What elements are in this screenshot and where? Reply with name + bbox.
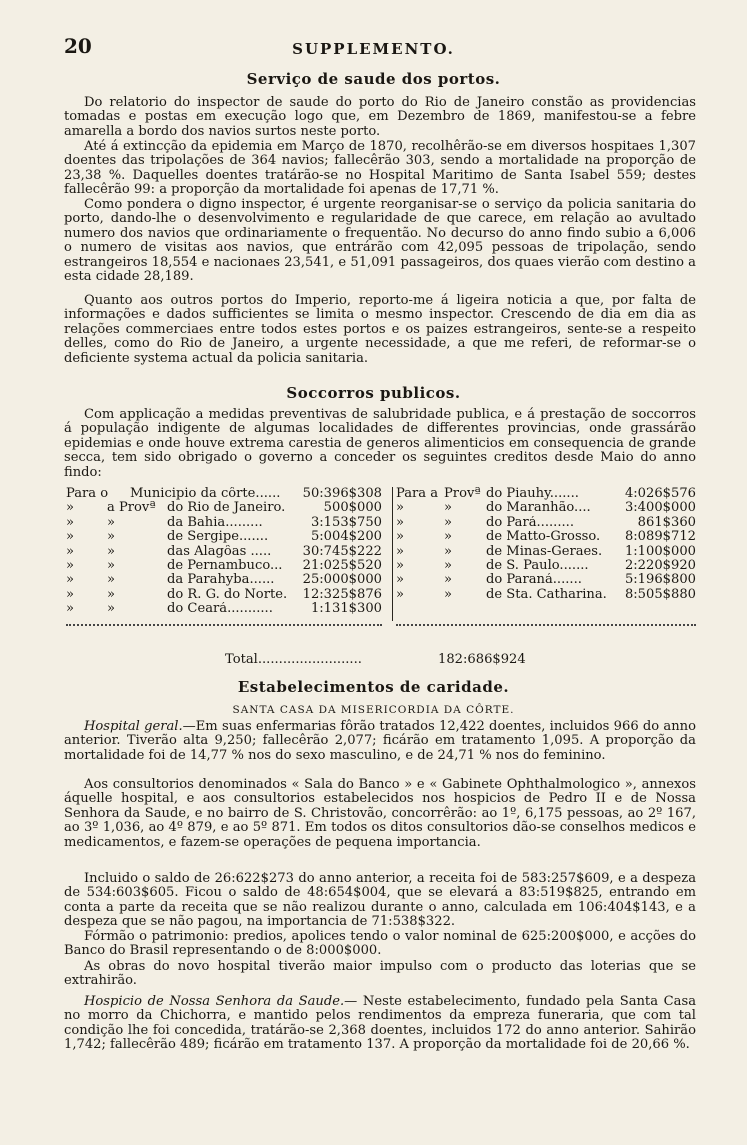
total-label: Total......................... — [225, 652, 362, 667]
hospicio-text: — Neste estabelecimento, fundado pela Santa Casa no morro da Chichorra, e mantido pelos rendimentos da empreza funeraria, que com tal condição lhe foi concedida, tratárão-se 2,368 doentes, incluidos 172 do anno anterior. Sahirão 1,742; fallecêrão 489; ficárão em tratamento 137. A proporção da mortalidade foi de 20,66 %. — [64, 994, 696, 1053]
page-number: 20 — [64, 34, 92, 58]
credit-row: » » do R. G. do Norte. 12:325$876 — [66, 586, 382, 602]
paragraph-receita: Incluido o saldo de 26:622$273 do anno anterior, a receita foi de 583:257$609, e a despeza de 534:603$605. Ficou o saldo de 48:654$004, que se elevará a 83:519$825, entrando em conta a parte da receita que se não realizou durante o anno, calculada em 106:404$143, e a despeza que se não pagou, na importancia de 71:538$322. — [64, 871, 696, 930]
credit-row: Para o Municipio da côrte...... 50:396$308 — [66, 486, 382, 501]
section-heading-charity: Estabelecimentos de caridade. — [237, 678, 510, 696]
paragraph-port-health-2: Até á extincção da epidemia em Março de 1870, recolhêrão-se em diversos hospitaes 1,307 doentes das tripolações de 364 navios; fallecêrão 303, sendo a mortalidade na proporção de 23,38 %. Daquelles doentes tratárão-se no Hospital Maritimo de Santa Isabel 559; destes fallecêrão 99: a proporção da mortalidade foi apenas de 17,71 %. — [64, 139, 696, 198]
credit-row: » » do Maranhão.... 3:400$000 — [396, 500, 696, 516]
credit-row: » » de Pernambuco... 21:025$520 — [66, 557, 382, 573]
paragraph-port-health-4: Quanto aos outros portos do Imperio, reporto-me á ligeira noticia a que, por falta de informações e dados sufficientes se limita o mesmo inspector. Crescendo de dia em dia as relações commerciaes entre todos estes portos e os paizes estrangeiros, sente-se a respeito delles, como do Rio de Janeiro, a urgente necessidade, a que me referi, de reformar-se o deficiente systema actual da policia sanitaria. — [64, 293, 696, 366]
credit-row: » » da Bahia......... 3:153$750 — [66, 514, 382, 530]
paragraph-obras: As obras do novo hospital tiverão maior impulso com o producto das loterias que se extrahirão. — [64, 959, 696, 989]
credits-left-column — [66, 487, 382, 617]
paragraph-hospicio — [64, 995, 696, 1053]
credit-row: » » de Matto-Grosso. 8:089$712 — [396, 529, 696, 545]
total-value: 182:686$924 — [438, 652, 526, 667]
paragraph-hospital-geral — [64, 720, 696, 763]
credit-row: » » do Pará......... 861$360 — [396, 514, 696, 530]
paragraph-public-relief: Com applicação a medidas preventivas de salubridade publica, e á prestação de soccorros á população indigente de algumas localidades de differentes provincias, onde grassárão epidemias e onde houve extrema carestia de generos alimenticios em consequencia de grande secca, tem sido obrigado o governo a conceder os seguintes creditos desde Maio do anno findo: — [64, 407, 696, 480]
credit-row: » » do Paraná....... 5:196$800 — [396, 572, 696, 588]
paragraph-consultorios: Aos consultorios denominados « Sala do Banco » e « Gabinete Ophthalmologico », annexos áquelle hospital, e aos consultorios estabelecidos nos hospicios de Pedro II e de Nossa Senhora da Saude, e no bairro de S. Christovão, concorrêrão: ao 1º, 6,175 pessoas, ao 2º 167, ao 3º 1,036, ao 4º 879, e ao 5º 871. Em todos os ditos consultorios dão-se conselhos medicos e medicamentos, e fazem-se operações de pequena importancia. — [64, 777, 696, 850]
credit-row: » » de Minas-Geraes. 1:100$000 — [396, 543, 696, 559]
table-rule-left — [66, 624, 382, 626]
running-title: SUPPLEMENTO. — [292, 40, 455, 58]
paragraph-port-health-1: Do relatorio do inspector de saude do porto do Rio de Janeiro constão as providencias tomadas e postas em execução logo que, em Dezembro de 1869, manifestou-se a febre amarella a bordo dos navios surtos neste porto. — [64, 95, 696, 139]
section-heading-public-relief: Soccorros publicos. — [286, 384, 461, 402]
credits-right-column — [396, 487, 696, 602]
hospital-geral-text: —Em suas enfermarias fôrão tratados 12,422 doentes, incluidos 966 do anno anterior. Tiverão alta 9,250; fallecêrão 2,077; ficárão em tratamento 1,095. A proporção da mortalidade foi de 14,77 % nos do sexo masculino, e de 24,71 % nos do feminino. — [64, 719, 696, 763]
table-rule-right — [396, 624, 696, 626]
paragraph-port-health-3: Como pondera o digno inspector, é urgente reorganisar-se o serviço da policia sanitaria do porto, dando-lhe o desenvolvimento e regularidade de que carece, em relação ao avultado numero dos navios que ordinariamente o frequentão. No decurso do anno findo subio a 6,006 o numero de visitas aos navios, que entrárão com 42,095 pessoas de tripolação, sendo estrangeiros 18,554 e nacionaes 23,541, e 51,091 passageiros, dos quaes vierão com destino a esta cidade 28,189. — [64, 197, 696, 285]
credit-row: » » da Parahyba...... 25:000$000 — [66, 572, 382, 588]
credit-row: » » do Ceará........... 1:131$300 — [66, 601, 382, 617]
credit-row: » a Provª do Rio de Janeiro. 500$000 — [66, 500, 382, 516]
subheading-santa-casa: SANTA CASA DA MISERICORDIA DA CÔRTE. — [232, 704, 515, 716]
credit-row: Para a Provª do Piauhy....... 4:026$576 — [396, 486, 696, 501]
paragraph-patrimonio: Fórmão o patrimonio: predios, apolices tendo o valor nominal de 625:200$000, e acções do Banco do Brasil representando o de 8:000$000. — [64, 929, 696, 959]
section-heading-port-health: Serviço de saude dos portos. — [246, 70, 501, 88]
credit-row: » » de S. Paulo....... 2:220$920 — [396, 557, 696, 573]
credit-row: » » de Sergipe....... 5:004$200 — [66, 529, 382, 545]
hospicio-title: Hospicio de Nossa Senhora da Saude. — [84, 994, 345, 1009]
column-divider — [392, 487, 393, 621]
credit-row: » » de Sta. Catharina. 8:505$880 — [396, 586, 696, 602]
hospital-geral-title: Hospital geral. — [84, 719, 183, 734]
credit-row: » » das Alagôas ..... 30:745$222 — [66, 543, 382, 559]
